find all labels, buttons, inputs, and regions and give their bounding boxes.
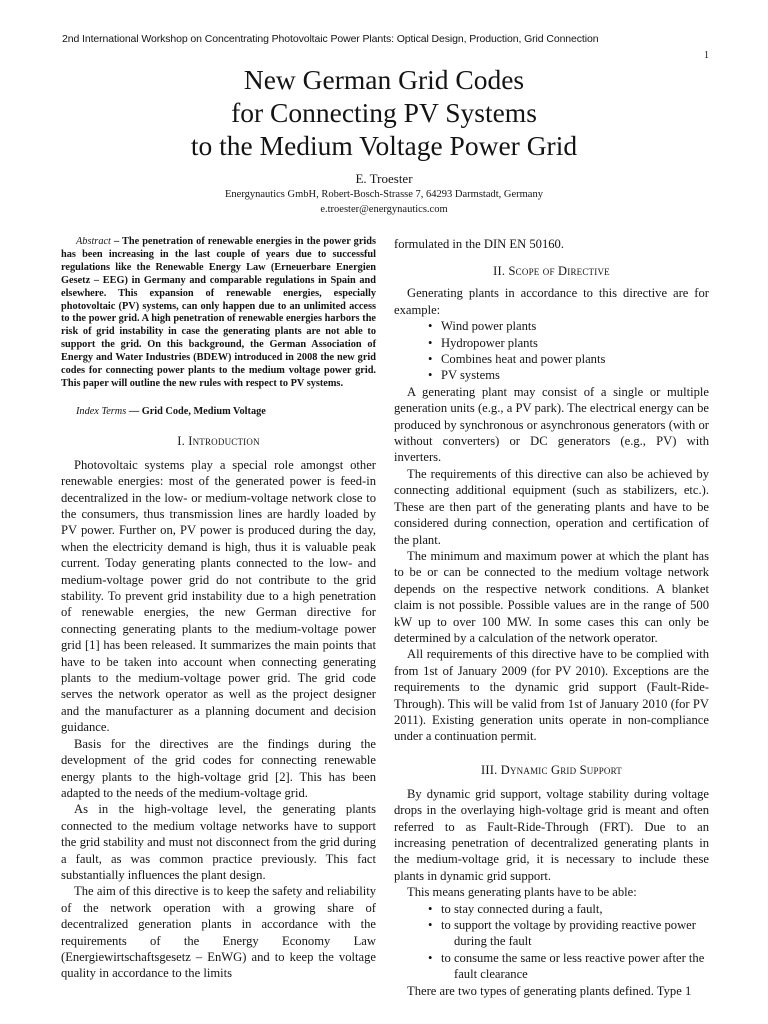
paragraph: As in the high-voltage level, the generating plants connected to the medium voltage networks have to support the grid stability and must not disconnect from the grid during a fault, as was common practice previously. This fact substantially influences the plant design. [61, 802, 376, 882]
list-item: • Wind power plants [428, 319, 537, 334]
section-title: Scope of Directive [508, 264, 610, 279]
paper-title [0, 63, 768, 162]
bullet-icon: • [428, 319, 433, 334]
abstract-text: – The penetration of renewable energies in the power grids has been increasing in the last couple of years due to successful regulations like the Renewable Energy Law (Erneuerbare Energien Gesetz – EEG) in Germany and comparable regulations in Spain and elsewhere. This expansion of renewable energies, especially photovoltaic (PV) systems, can only happen due to an unlimited access to the power grid. A high penetration of renewable energies harbors the risk of grid instability in case the generating plants are not able to support the grid. On this background, the German Association of Energy and Water Industries (BDEW) introduced in 2008 the new grid codes for connecting power plants to the medium voltage power grid. This paper will outline the new rules with respect to PV systems. [61, 236, 376, 389]
bullet-list [394, 901, 709, 983]
title-line-3: to the Medium Voltage Power Grid [190, 130, 578, 161]
paragraph: Photovoltaic systems play a special role amongst other renewable energies: most of the generated power is feed-in decentralized in the low- or medium-voltage network close to the consumers, thus transmission lines are hardly loaded by PV power. Further on, PV power is produced during the day, when the electricity demand is high, thus it is valuable peak current. Today generating plants connected to the low- and medium-voltage power grid do not contribute to the grid stability. To prevent grid instability due to a high penetration of renewable energies, the new German directive for connecting generating plants to the medium-voltage power grid [1] has been released. It summarizes the main points that have to be taken into account when connecting generating plants to the medium-voltage power grid. The grid code serves the network operator as well as the project designer and the manufacturer as a planning document and decision guidance. [61, 457, 376, 735]
paragraph: The requirements of this directive can also be achieved by connecting additional equipment (such as stabilizers, etc.). These are then part of the generating plants and have to be considered during connection, operation and certification of the plant. [394, 466, 709, 547]
list-item: • PV systems [428, 368, 500, 383]
bullet-icon: • [428, 352, 433, 367]
paragraph: All requirements of this directive have to be complied with from 1st of January 2009 (for PV 2010). Exceptions are the requirements to the dynamic grid support (Fault-Ride-Through). This will be valid from 1st of January 2010 (for PV 2011). Existing generation units operate in non-compliance under a continuation permit. [394, 647, 709, 744]
bullet-icon: • [428, 950, 433, 965]
bullet-icon: • [428, 901, 433, 916]
email: e.troester@energynautics.com [320, 204, 448, 215]
title-line-1: New German Grid Codes [243, 64, 525, 95]
paragraph: Basis for the directives are the findings during the development of the grid codes for connecting renewable energy plants to the high-voltage grid [2]. This has been adapted to the needs of the medium-voltage grid. [61, 736, 376, 800]
paragraph: The minimum and maximum power at which the plant has to be or can be connected to the medium voltage network depends on the respective network conditions. A blanket claim is not possible. Possible values are in the range of 500 kW up to over 100 MW. In some cases this can only be determined by a calculation of the network operator. [394, 548, 709, 645]
list-item: • to consume the same or less reactive power after the fault clearance [428, 950, 705, 982]
index-terms-lead: Index Terms [76, 405, 127, 417]
section-number: II. [493, 264, 509, 279]
paragraph: This means generating plants have to be able: [407, 885, 637, 900]
section-title: Dynamic Grid Support [500, 762, 622, 777]
paragraph-carryover: formulated in the DIN EN 50160. [394, 237, 564, 251]
abstract-lead: Abstract [76, 236, 111, 247]
abstract [61, 236, 376, 391]
bullet-icon: • [428, 918, 433, 933]
list-item: • to stay connected during a fault, [428, 901, 603, 916]
paragraph: By dynamic grid support, voltage stability during voltage drops in the overlaying high-voltage grid is meant and often referred to as Fault-Ride-Through (FRT). Due to an increasing penetration of decentralized generating plants in the medium-voltage grid, it is necessary to include these plants in dynamic grid support. [394, 786, 709, 883]
section-number: III. [481, 762, 501, 777]
author: E. Troester [355, 171, 413, 186]
section-title: Introduction [188, 433, 260, 448]
section-heading-dynamic-grid-support [394, 763, 709, 778]
index-terms [61, 406, 376, 419]
affiliation: Energynautics GmbH, Robert-Bosch-Strasse 7, 64293 Darmstadt, Germany [225, 189, 543, 200]
section-heading-introduction [61, 434, 376, 449]
left-column [61, 236, 376, 982]
running-header: 2nd International Workshop on Concentrating Photovoltaic Power Plants: Optical Design, Production, Grid Connection [62, 33, 599, 45]
section-heading-scope [394, 264, 709, 279]
list-item: • to support the voltage by providing reactive power during the fault [428, 918, 696, 949]
index-terms-text: — Grid Code, Medium Voltage [126, 405, 266, 417]
paragraph: A generating plant may consist of a single or multiple generation units (e.g., a PV park). The electrical energy can be produced by synchronous or asynchronous generators (with or without converters) or DC generators (e.g., PV) with inverters. [394, 384, 709, 465]
bullet-icon: • [428, 335, 433, 350]
paragraph: There are two types of generating plants defined. Type 1 [407, 983, 692, 998]
bullet-list [394, 318, 709, 384]
paragraph: Generating plants in accordance to this directive are for example: [394, 286, 709, 317]
section-number: I. [177, 433, 189, 448]
list-item: • Hydropower plants [428, 335, 538, 350]
paragraph: The aim of this directive is to keep the safety and reliability of the network operation with a growing share of decentralized generation plants in accordance with the requirements of the Energy Economy Law (Energiewirtschaftsgesetz – EnWG) and to keep the voltage quality in accordance to the limits [61, 884, 376, 981]
right-column [394, 236, 709, 999]
list-item: • Combines heat and power plants [428, 352, 606, 367]
title-line-2: for Connecting PV Systems [231, 97, 537, 128]
bullet-icon: • [428, 368, 433, 383]
page-number: 1 [704, 50, 709, 61]
